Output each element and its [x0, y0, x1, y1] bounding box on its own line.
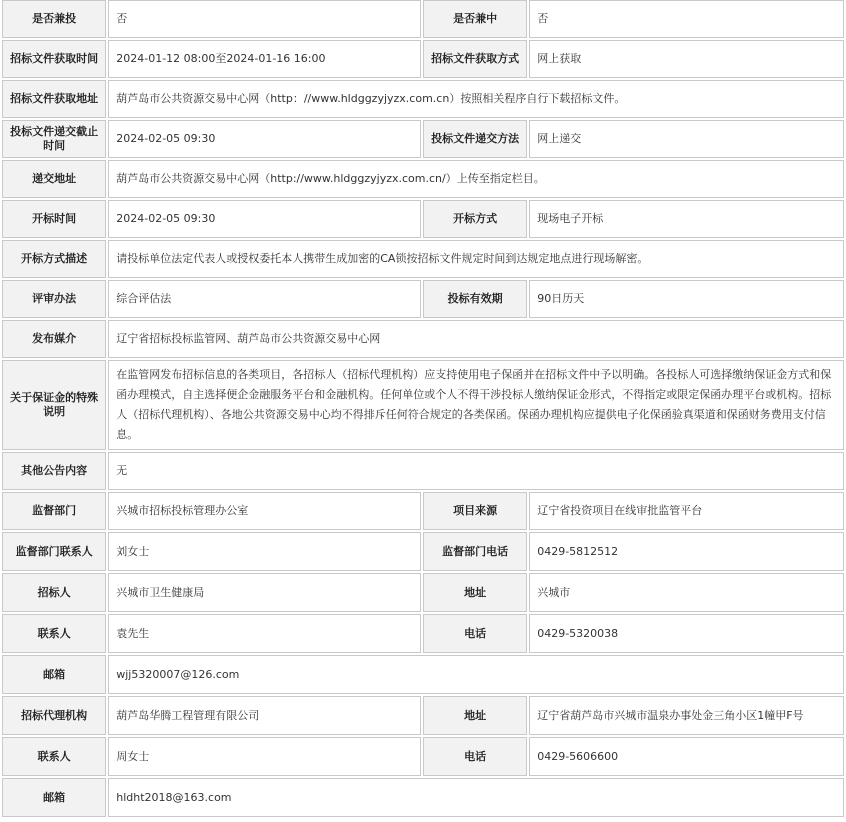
value-eval-method: 综合评估法: [108, 280, 421, 318]
value-supervisor-phone: 0429-5812512: [529, 532, 844, 571]
row-agency-contact: [2, 737, 844, 776]
label-agency-email: 邮箱: [2, 778, 106, 817]
label-validity: 投标有效期: [423, 280, 527, 318]
value-joint-win: 否: [529, 0, 844, 38]
value-project-source: 辽宁省投资项目在线审批监管平台: [529, 492, 844, 530]
row-media: [2, 320, 844, 358]
row-open-time: [2, 200, 844, 238]
row-other: [2, 452, 844, 490]
row-supervisor-contact: [2, 532, 844, 571]
value-agency: 葫芦岛华腾工程管理有限公司: [108, 696, 421, 735]
value-submit-method: 网上递交: [529, 120, 844, 158]
value-open-desc: 请投标单位法定代表人或授权委托本人携带生成加密的CA锁按招标文件规定时间到达规定地点进行现场解密。: [108, 240, 844, 278]
row-deposit-note: [2, 360, 844, 450]
label-supervisor-contact: 监督部门联系人: [2, 532, 106, 571]
value-agency-contact: 周女士: [108, 737, 421, 776]
label-agency: 招标代理机构: [2, 696, 106, 735]
row-tenderer-contact: [2, 614, 844, 653]
value-agency-email: hldht2018@163.com: [108, 778, 844, 817]
value-open-method: 现场电子开标: [529, 200, 844, 238]
value-media: 辽宁省招标投标监管网、葫芦岛市公共资源交易中心网: [108, 320, 844, 358]
label-agency-phone: 电话: [423, 737, 527, 776]
label-tenderer: 招标人: [2, 573, 106, 612]
label-open-desc: 开标方式描述: [2, 240, 106, 278]
label-deposit-note: 关于保证金的特殊说明: [2, 360, 106, 450]
label-other: 其他公告内容: [2, 452, 106, 490]
label-tenderer-contact: 联系人: [2, 614, 106, 653]
label-agency-address: 地址: [423, 696, 527, 735]
label-doc-time: 招标文件获取时间: [2, 40, 106, 78]
label-submit-method: 投标文件递交方法: [423, 120, 527, 158]
label-doc-method: 招标文件获取方式: [423, 40, 527, 78]
row-submit-address: [2, 160, 844, 198]
value-deposit-note: 在监管网发布招标信息的各类项目，各招标人（招标代理机构）应支持使用电子保函并在招标文件中予以明确。各投标人可选择缴纳保证金方式和保函办理模式，自主选择便企金融服务平台和金融机构。任何单位或个人不得干涉投标人缴纳保证金形式，不得指定或限定保函办理平台或机构。招标人（招标代理机构）、各地公共资源交易中心均不得排斥任何符合规定的各类保函。保函办理机构应提供电子化保函验真渠道和保函财务费用支付信息。: [108, 360, 844, 450]
row-tenderer-email: [2, 655, 844, 694]
label-submit-deadline: 投标文件递交截止时间: [2, 120, 106, 158]
value-agency-phone: 0429-5606600: [529, 737, 844, 776]
value-tenderer-address: 兴城市: [529, 573, 844, 612]
value-submit-deadline: 2024-02-05 09:30: [108, 120, 421, 158]
row-supervisor: [2, 492, 844, 530]
row-agency-email: [2, 778, 844, 817]
label-doc-address: 招标文件获取地址: [2, 80, 106, 118]
value-tenderer-contact: 袁先生: [108, 614, 421, 653]
row-agency: [2, 696, 844, 735]
row-doc-address: [2, 80, 844, 118]
label-joint-win: 是否兼中: [423, 0, 527, 38]
row-eval: [2, 280, 844, 318]
value-validity: 90日历天: [529, 280, 844, 318]
label-supervisor: 监督部门: [2, 492, 106, 530]
value-doc-time: 2024-01-12 08:00至2024-01-16 16:00: [108, 40, 421, 78]
value-submit-address: 葫芦岛市公共资源交易中心网（http://www.hldggzyjyzx.com.cn/）上传至指定栏目。: [108, 160, 844, 198]
label-media: 发布媒介: [2, 320, 106, 358]
label-open-method: 开标方式: [423, 200, 527, 238]
label-tenderer-address: 地址: [423, 573, 527, 612]
label-project-source: 项目来源: [423, 492, 527, 530]
row-submit-deadline: [2, 120, 844, 158]
value-doc-method: 网上获取: [529, 40, 844, 78]
row-tenderer: [2, 573, 844, 612]
value-open-time: 2024-02-05 09:30: [108, 200, 421, 238]
value-agency-address: 辽宁省葫芦岛市兴城市温泉办事处金三角小区1幢甲F号: [529, 696, 844, 735]
row-joint-bid: [2, 0, 844, 38]
label-eval-method: 评审办法: [2, 280, 106, 318]
label-tenderer-email: 邮箱: [2, 655, 106, 694]
label-submit-address: 递交地址: [2, 160, 106, 198]
label-joint-bid: 是否兼投: [2, 0, 106, 38]
label-tenderer-phone: 电话: [423, 614, 527, 653]
label-supervisor-phone: 监督部门电话: [423, 532, 527, 571]
value-doc-address: 葫芦岛市公共资源交易中心网（http：//www.hldggzyjyzx.com.cn）按照相关程序自行下载招标文件。: [108, 80, 844, 118]
label-agency-contact: 联系人: [2, 737, 106, 776]
value-joint-bid: 否: [108, 0, 421, 38]
value-supervisor: 兴城市招标投标管理办公室: [108, 492, 421, 530]
value-tenderer-email: wjj5320007@126.com: [108, 655, 844, 694]
value-other: 无: [108, 452, 844, 490]
row-doc-time: [2, 40, 844, 78]
value-supervisor-contact: 刘女士: [108, 532, 421, 571]
row-open-desc: [2, 240, 844, 278]
label-open-time: 开标时间: [2, 200, 106, 238]
value-tenderer-phone: 0429-5320038: [529, 614, 844, 653]
value-tenderer: 兴城市卫生健康局: [108, 573, 421, 612]
